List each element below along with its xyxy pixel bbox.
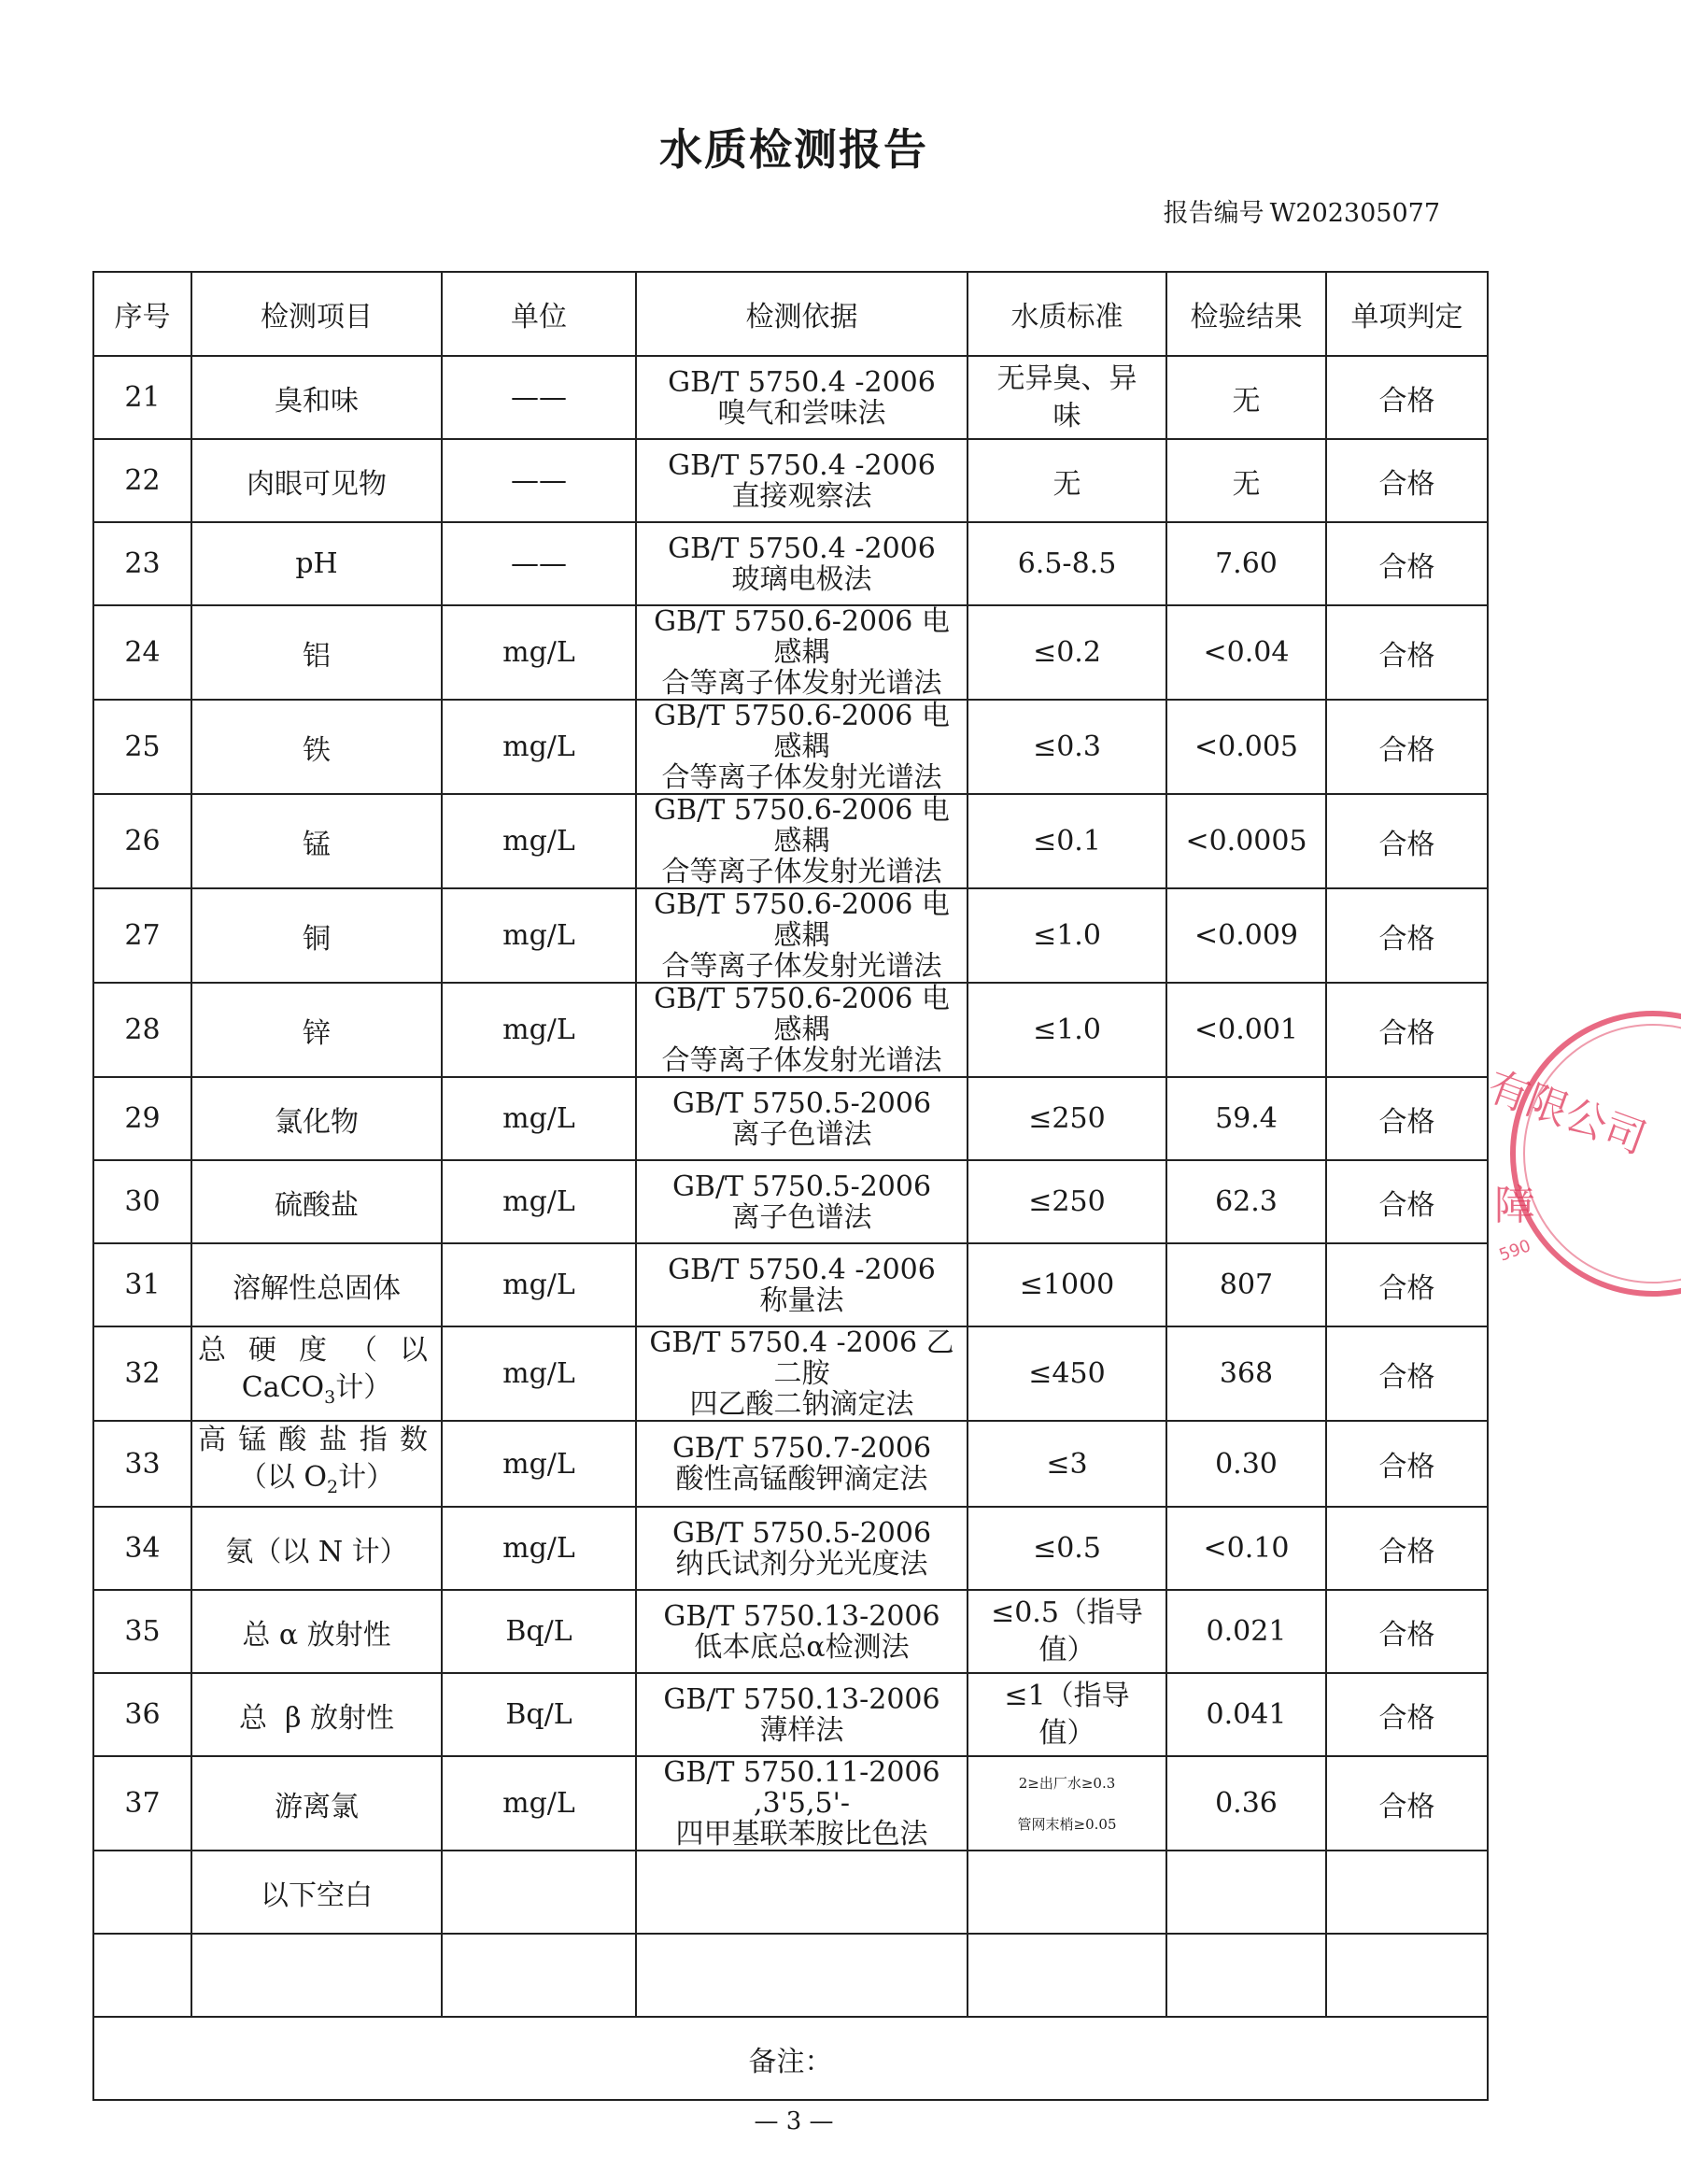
- row-number: 37: [93, 1756, 191, 1851]
- water-standard: ≤450: [968, 1326, 1166, 1421]
- table-row: [93, 1756, 1488, 1851]
- table-row: [93, 1160, 1488, 1243]
- test-basis: GB/T 5750.4 -2006 嗅气和尝味法: [636, 356, 968, 439]
- row-number: 24: [93, 605, 191, 700]
- empty-cell: [636, 1851, 968, 1934]
- test-item-line: 总 硬 度 （ 以: [198, 1333, 428, 1367]
- unit: mg/L: [442, 605, 636, 700]
- test-item: 总 α 放射性: [191, 1590, 442, 1673]
- unit: ——: [442, 356, 636, 439]
- water-standard: ≤0.1: [968, 794, 1166, 888]
- page-number: — 3 —: [754, 2107, 834, 2135]
- test-result: <0.001: [1166, 983, 1326, 1077]
- unit: Bq/L: [442, 1673, 636, 1756]
- row-number: 27: [93, 888, 191, 983]
- verdict: 合格: [1326, 1421, 1488, 1507]
- test-result: 59.4: [1166, 1077, 1326, 1160]
- row-number: 35: [93, 1590, 191, 1673]
- test-item: 肉眼可见物: [191, 439, 442, 522]
- row-number: 34: [93, 1507, 191, 1590]
- test-item: pH: [191, 522, 442, 605]
- test-result: <0.04: [1166, 605, 1326, 700]
- test-item-line: 高锰酸盐指数: [198, 1424, 428, 1456]
- test-result: <0.005: [1166, 700, 1326, 794]
- test-item: 溶解性总固体: [191, 1243, 442, 1326]
- table-row: [93, 1507, 1488, 1590]
- verdict: 合格: [1326, 794, 1488, 888]
- water-standard: ≤1000: [968, 1243, 1166, 1326]
- verdict: 合格: [1326, 888, 1488, 983]
- test-item-line: （以 $O_2$计）: [238, 1461, 395, 1497]
- column-header: 水质标准: [968, 272, 1166, 356]
- test-basis: GB/T 5750.11-2006 ,3'5,5'- 四甲基联苯胺比色法: [636, 1756, 968, 1851]
- table-row: [93, 1673, 1488, 1756]
- test-result: 368: [1166, 1326, 1326, 1421]
- test-item: 锰: [191, 794, 442, 888]
- row-number: 33: [93, 1421, 191, 1507]
- test-result: 0.36: [1166, 1756, 1326, 1851]
- empty-cell: [1166, 1851, 1326, 1934]
- test-basis: GB/T 5750.5-2006 离子色谱法: [636, 1160, 968, 1243]
- test-basis: GB/T 5750.4 -2006 直接观察法: [636, 439, 968, 522]
- table-row: [93, 356, 1488, 439]
- seal-stamp: [1457, 995, 1681, 1303]
- column-header: 检测项目: [191, 272, 442, 356]
- test-basis: GB/T 5750.6-2006 电感耦 合等离子体发射光谱法: [636, 983, 968, 1077]
- table-row: [93, 522, 1488, 605]
- report-number-label: 报告编号: [1163, 199, 1264, 228]
- water-standard: ≤1.0: [968, 983, 1166, 1077]
- table-row: [93, 700, 1488, 794]
- test-result: 0.021: [1166, 1590, 1326, 1673]
- report-number: [1158, 192, 1440, 229]
- empty-cell: [191, 1934, 442, 2017]
- svg-text:障: 障: [1494, 1182, 1535, 1229]
- row-number: 22: [93, 439, 191, 522]
- verdict: 合格: [1326, 1077, 1488, 1160]
- table-row: [93, 1590, 1488, 1673]
- row-number: 31: [93, 1243, 191, 1326]
- test-item: 铝: [191, 605, 442, 700]
- empty-cell: [1166, 1934, 1326, 2017]
- test-result: 无: [1166, 439, 1326, 522]
- test-result: 0.30: [1166, 1421, 1326, 1507]
- water-standard: ≤250: [968, 1077, 1166, 1160]
- test-result: <0.0005: [1166, 794, 1326, 888]
- empty-cell: [442, 1851, 636, 1934]
- water-standard: 无: [968, 439, 1166, 522]
- test-item: 氨（以 N 计）: [191, 1507, 442, 1590]
- unit: mg/L: [442, 888, 636, 983]
- empty-cell: [93, 1934, 191, 2017]
- report-title: 水质检测报告: [659, 124, 928, 175]
- verdict: 合格: [1326, 439, 1488, 522]
- unit: Bq/L: [442, 1590, 636, 1673]
- water-standard: ≤250: [968, 1160, 1166, 1243]
- blank-row: [93, 1934, 1488, 2017]
- table-row: [93, 1077, 1488, 1160]
- test-basis: GB/T 5750.4 -2006 乙二胺 四乙酸二钠滴定法: [636, 1326, 968, 1421]
- unit: ——: [442, 439, 636, 522]
- empty-cell: [1326, 1851, 1488, 1934]
- unit: mg/L: [442, 1421, 636, 1507]
- column-header: 序号: [93, 272, 191, 356]
- verdict: 合格: [1326, 1673, 1488, 1756]
- test-item: 锌: [191, 983, 442, 1077]
- blank-note: 以下空白: [191, 1851, 442, 1934]
- test-basis: GB/T 5750.6-2006 电感耦 合等离子体发射光谱法: [636, 888, 968, 983]
- row-number: 26: [93, 794, 191, 888]
- test-item: 氯化物: [191, 1077, 442, 1160]
- remarks-row: [93, 2017, 1488, 2100]
- verdict: 合格: [1326, 700, 1488, 794]
- test-basis: GB/T 5750.5-2006 纳氏试剂分光光度法: [636, 1507, 968, 1590]
- test-item: 铜: [191, 888, 442, 983]
- test-result: <0.009: [1166, 888, 1326, 983]
- empty-cell: [636, 1934, 968, 2017]
- test-basis: GB/T 5750.13-2006 薄样法: [636, 1673, 968, 1756]
- verdict: 合格: [1326, 1326, 1488, 1421]
- test-item: 游离氯: [191, 1756, 442, 1851]
- verdict: 合格: [1326, 522, 1488, 605]
- water-standard: 2≥出厂水≥0.3 管网末梢≥0.05: [968, 1756, 1166, 1851]
- water-standard: 无异臭、异 味: [968, 356, 1166, 439]
- test-result: 无: [1166, 356, 1326, 439]
- test-result: <0.10: [1166, 1507, 1326, 1590]
- verdict: 合格: [1326, 1756, 1488, 1851]
- verdict: 合格: [1326, 1160, 1488, 1243]
- row-number: 25: [93, 700, 191, 794]
- row-number: 32: [93, 1326, 191, 1421]
- table-row: [93, 888, 1488, 983]
- empty-cell: [968, 1934, 1166, 2017]
- column-header: 检测依据: [636, 272, 968, 356]
- test-item: [191, 1326, 442, 1421]
- water-standard: ≤0.3: [968, 700, 1166, 794]
- water-standard: ≤0.5: [968, 1507, 1166, 1590]
- test-item: 硫酸盐: [191, 1160, 442, 1243]
- unit: mg/L: [442, 1077, 636, 1160]
- unit: mg/L: [442, 1507, 636, 1590]
- water-standard: ≤0.2: [968, 605, 1166, 700]
- empty-cell: [93, 1851, 191, 1934]
- svg-text:有限公司: 有限公司: [1481, 1062, 1653, 1164]
- table-row: [93, 439, 1488, 522]
- test-basis: GB/T 5750.13-2006 低本底总α检测法: [636, 1590, 968, 1673]
- blank-row: [93, 1851, 1488, 1934]
- empty-cell: [968, 1851, 1166, 1934]
- row-number: 23: [93, 522, 191, 605]
- table-row: [93, 1421, 1488, 1507]
- table-header-row: [93, 272, 1488, 356]
- table-row: [93, 794, 1488, 888]
- row-number: 29: [93, 1077, 191, 1160]
- test-result: 0.041: [1166, 1673, 1326, 1756]
- table-row: [93, 1326, 1488, 1421]
- svg-text:590: 590: [1496, 1236, 1533, 1266]
- test-basis: GB/T 5750.5-2006 离子色谱法: [636, 1077, 968, 1160]
- row-number: 36: [93, 1673, 191, 1756]
- test-result: 62.3: [1166, 1160, 1326, 1243]
- test-item: 臭和味: [191, 356, 442, 439]
- verdict: 合格: [1326, 983, 1488, 1077]
- verdict: 合格: [1326, 1590, 1488, 1673]
- unit: ——: [442, 522, 636, 605]
- unit: mg/L: [442, 983, 636, 1077]
- test-basis: GB/T 5750.7-2006 酸性高锰酸钾滴定法: [636, 1421, 968, 1507]
- unit: mg/L: [442, 1326, 636, 1421]
- water-standard: ≤3: [968, 1421, 1166, 1507]
- table-row: [93, 983, 1488, 1077]
- unit: mg/L: [442, 1160, 636, 1243]
- empty-cell: [1326, 1934, 1488, 2017]
- test-basis: GB/T 5750.6-2006 电感耦 合等离子体发射光谱法: [636, 700, 968, 794]
- empty-cell: [442, 1934, 636, 2017]
- results-table: [92, 271, 1489, 2101]
- remarks-label: 备注：: [93, 2017, 1488, 2100]
- verdict: 合格: [1326, 1507, 1488, 1590]
- test-basis: GB/T 5750.6-2006 电感耦 合等离子体发射光谱法: [636, 794, 968, 888]
- row-number: 28: [93, 983, 191, 1077]
- test-basis: GB/T 5750.4 -2006 称量法: [636, 1243, 968, 1326]
- column-header: 单项判定: [1326, 272, 1488, 356]
- test-item: [191, 1421, 442, 1507]
- water-standard: ≤1（指导 值）: [968, 1673, 1166, 1756]
- verdict: 合格: [1326, 605, 1488, 700]
- test-basis: GB/T 5750.6-2006 电感耦 合等离子体发射光谱法: [636, 605, 968, 700]
- verdict: 合格: [1326, 356, 1488, 439]
- test-basis: GB/T 5750.4 -2006 玻璃电极法: [636, 522, 968, 605]
- verdict: 合格: [1326, 1243, 1488, 1326]
- test-result: 807: [1166, 1243, 1326, 1326]
- column-header: 检验结果: [1166, 272, 1326, 356]
- unit: mg/L: [442, 1756, 636, 1851]
- unit: mg/L: [442, 1243, 636, 1326]
- report-number-value: W202305077: [1269, 199, 1440, 228]
- test-item: 总 β 放射性: [191, 1673, 442, 1756]
- test-result: 7.60: [1166, 522, 1326, 605]
- test-item: 铁: [191, 700, 442, 794]
- unit: mg/L: [442, 700, 636, 794]
- row-number: 21: [93, 356, 191, 439]
- water-standard: 6.5-8.5: [968, 522, 1166, 605]
- row-number: 30: [93, 1160, 191, 1243]
- table-row: [93, 1243, 1488, 1326]
- table-row: [93, 605, 1488, 700]
- column-header: 单位: [442, 272, 636, 356]
- water-standard: ≤1.0: [968, 888, 1166, 983]
- water-standard: ≤0.5（指导 值）: [968, 1590, 1166, 1673]
- test-item-line: CaCO$_3$计）: [241, 1370, 392, 1408]
- unit: mg/L: [442, 794, 636, 888]
